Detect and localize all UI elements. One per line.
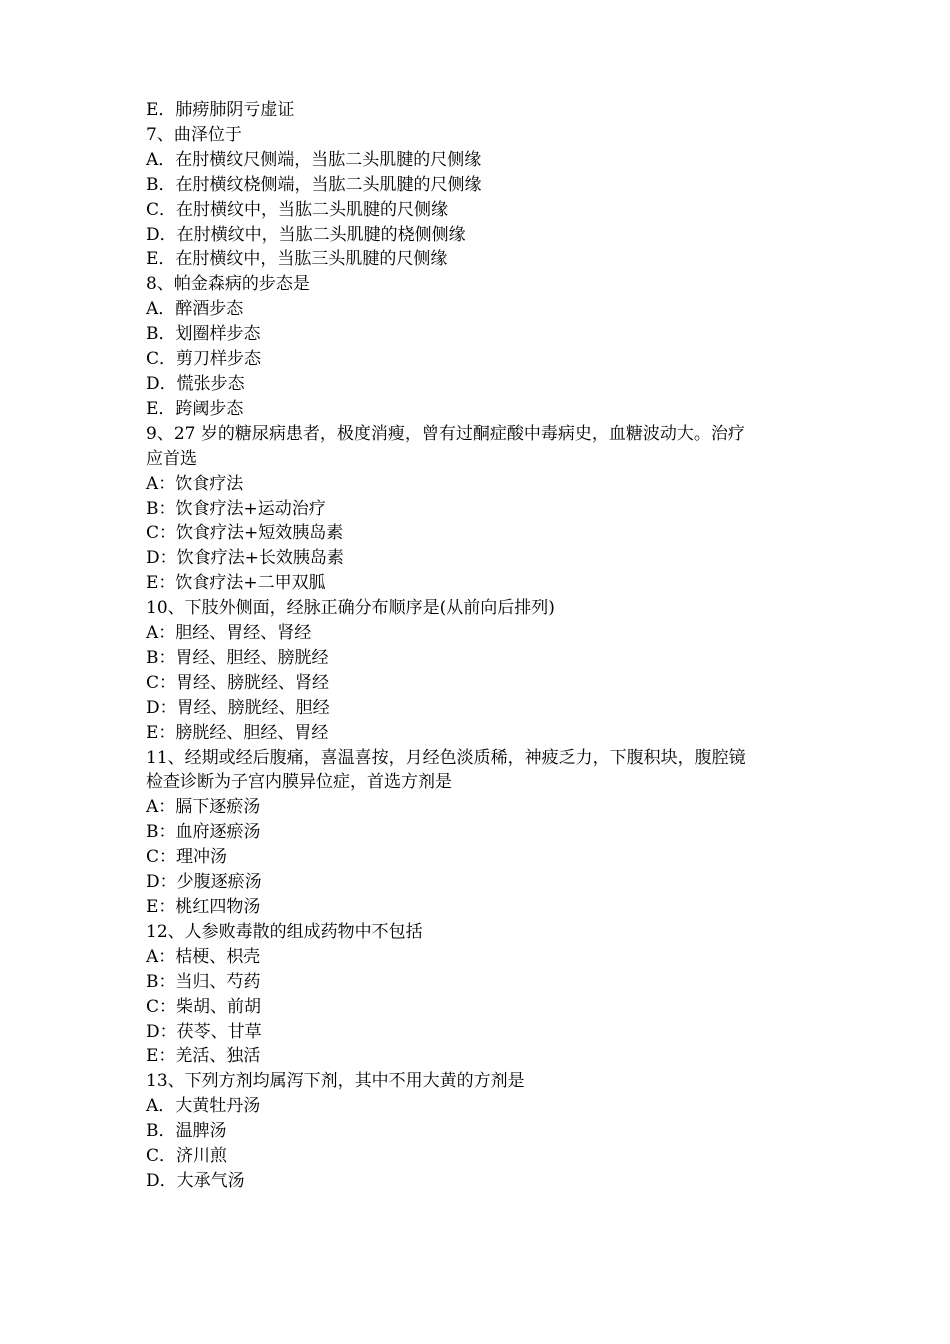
text-line: A：桔梗、枳壳 — [146, 946, 261, 967]
text-line: 检查诊断为子宫内膜异位症，首选方剂是 — [146, 772, 452, 793]
text-line: D．大承气汤 — [146, 1170, 245, 1191]
text-line: E：饮食疗法+二甲双胍 — [146, 573, 326, 594]
text-line: C：饮食疗法+短效胰岛素 — [146, 523, 344, 544]
text-line: B：血府逐瘀汤 — [146, 822, 261, 843]
text-line: D：少腹逐瘀汤 — [146, 872, 262, 893]
text-line: 应首选 — [146, 448, 197, 469]
text-line: A：膈下逐瘀汤 — [146, 797, 261, 818]
text-line: C：柴胡、前胡 — [146, 996, 262, 1017]
text-line: E．在肘横纹中，当肱三头肌腱的尺侧缘 — [146, 249, 448, 270]
text-line: D：饮食疗法+长效胰岛素 — [146, 548, 344, 569]
text-line: 12、人参败毒散的组成药物中不包括 — [146, 921, 423, 942]
text-line: D：茯苓、甘草 — [146, 1021, 262, 1042]
text-line: D：胃经、膀胱经、胆经 — [146, 697, 330, 718]
text-line: E．肺痨肺阴亏虚证 — [146, 100, 295, 120]
text-line: 13、下列方剂均属泻下剂，其中不用大黄的方剂是 — [146, 1071, 525, 1092]
text-line: E：膀胱经、胆经、胃经 — [146, 722, 329, 743]
text-line: A：胆经、胃经、肾经 — [146, 623, 312, 644]
text-line: E：羌活、独活 — [146, 1046, 261, 1067]
text-line: B：胃经、胆经、膀胱经 — [146, 647, 329, 668]
text-line: A．醉酒步态 — [146, 299, 244, 320]
text-line: 10、下肢外侧面，经脉正确分布顺序是(从前向后排列) — [146, 598, 555, 619]
text-line: C：理冲汤 — [146, 847, 228, 868]
text-line: 8、帕金森病的步态是 — [146, 274, 310, 295]
text-line: C：胃经、膀胱经、肾经 — [146, 672, 330, 693]
text-line: B：当归、芍药 — [146, 971, 261, 992]
text-line: B：饮食疗法+运动治疗 — [146, 498, 326, 519]
text-line: A．在肘横纹尺侧端，当肱二头肌腱的尺侧缘 — [146, 149, 482, 170]
document-body — [146, 98, 826, 1194]
text-line: C．剪刀样步态 — [146, 349, 262, 370]
text-line: 7、曲泽位于 — [146, 124, 242, 145]
text-line: 9、27 岁的糖尿病患者，极度消瘦，曾有过酮症酸中毒病史，血糖波动大。治疗 — [146, 423, 745, 444]
text-line: 11、经期或经后腹痛，喜温喜按，月经色淡质稀，神疲乏力，下腹积块，腹腔镜 — [146, 747, 746, 768]
text-line: B．温脾汤 — [146, 1121, 227, 1142]
text-line: B．在肘横纹桡侧端，当肱二头肌腱的尺侧缘 — [146, 174, 482, 195]
text-line: A：饮食疗法 — [146, 473, 244, 494]
text-line: E：桃红四物汤 — [146, 897, 261, 917]
text-line: D．慌张步态 — [146, 373, 245, 394]
text-line: E．跨阈步态 — [146, 398, 244, 419]
text-line: A．大黄牡丹汤 — [146, 1096, 261, 1117]
text-line: B．划圈样步态 — [146, 324, 261, 345]
text-line: C．济川煎 — [146, 1146, 228, 1167]
text-line: C．在肘横纹中，当肱二头肌腱的尺侧缘 — [146, 199, 449, 220]
text-line: D．在肘横纹中，当肱二头肌腱的桡侧侧缘 — [146, 224, 466, 245]
